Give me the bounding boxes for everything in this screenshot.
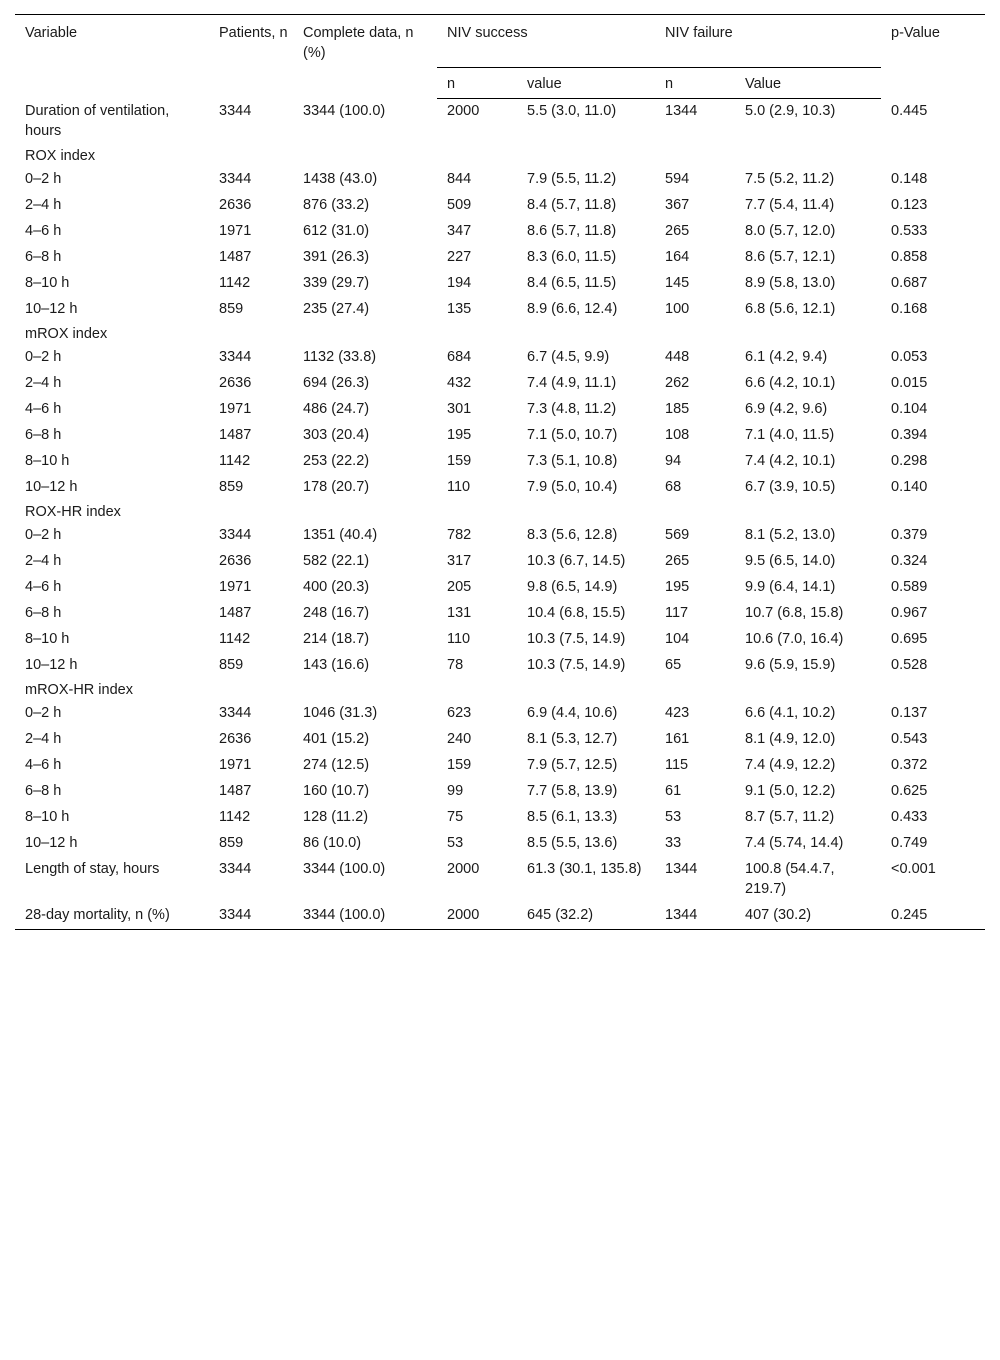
header-niv-failure: NIV failure (655, 15, 881, 68)
header-failure-n: n (655, 68, 735, 99)
cell-variable: 10–12 h (25, 656, 78, 673)
cell-complete-data: 214 (18.7) (303, 630, 370, 647)
cell-success-n: 99 (447, 782, 464, 799)
cell-failure-n: 117 (665, 604, 689, 621)
cell-patients: 1971 (219, 222, 252, 239)
cell-success-value: 61.3 (30.1, 135.8) (527, 860, 642, 877)
cell-success-value: 7.1 (5.0, 10.7) (527, 426, 618, 443)
cell-success-value: 8.4 (6.5, 11.5) (527, 274, 617, 291)
cell-variable: 10–12 h (25, 300, 78, 317)
cell-p-value: 0.298 (891, 452, 928, 469)
cell-success-n: 509 (447, 196, 472, 213)
cell-variable: 0–2 h (25, 526, 62, 543)
header-success-n: n (437, 68, 517, 99)
cell-failure-n: 1344 (655, 903, 735, 930)
cell-patients: 2636 (219, 552, 252, 569)
cell-patients: 2636 (219, 196, 252, 213)
cell-patients: 859 (219, 478, 244, 495)
cell-p-value: 0.625 (891, 782, 928, 799)
cell-success-value: 6.9 (4.4, 10.6) (527, 704, 618, 721)
cell-p-value: 0.123 (891, 196, 928, 213)
table-row (15, 297, 985, 323)
cell-success-n: 75 (447, 808, 464, 825)
cell-complete-data: 1351 (40.4) (303, 526, 378, 543)
cell-success-value: 8.9 (6.6, 12.4) (527, 300, 618, 317)
cell-p-value: 0.533 (891, 222, 928, 239)
cell-success-n: 2000 (447, 860, 480, 877)
cell-patients: 3344 (219, 860, 252, 877)
cell-complete-data: 303 (20.4) (303, 426, 370, 443)
cell-success-value: 7.3 (5.1, 10.8) (527, 452, 618, 469)
cell-failure-n: 115 (665, 756, 689, 773)
cell-success-n: 2000 (437, 903, 517, 930)
cell-p-value: 0.967 (891, 604, 928, 621)
cell-success-value: 7.9 (5.5, 11.2) (527, 170, 617, 187)
cell-variable: 4–6 h (25, 400, 62, 417)
cell-p-value: 0.858 (891, 248, 928, 265)
cell-failure-n: 265 (665, 222, 690, 239)
cell-p-value: 0.372 (891, 756, 928, 773)
cell-patients: 859 (219, 300, 244, 317)
cell-complete-data: 248 (16.7) (303, 604, 370, 621)
cell-p-value: 0.749 (891, 834, 928, 851)
cell-success-n: 317 (447, 552, 472, 569)
cell-failure-value: 6.7 (3.9, 10.5) (745, 478, 836, 495)
cell-variable: 8–10 h (25, 452, 70, 469)
table-row (15, 193, 985, 219)
table-row (15, 627, 985, 653)
cell-success-n: 2000 (447, 103, 480, 119)
cell-failure-n: 448 (665, 348, 690, 365)
cell-success-value: 7.4 (4.9, 11.1) (527, 374, 617, 391)
section-label: mROX index (25, 325, 108, 342)
cell-failure-value: 6.8 (5.6, 12.1) (745, 300, 836, 317)
cell-complete-data: 1438 (43.0) (303, 170, 378, 187)
cell-complete-data: 486 (24.7) (303, 400, 370, 417)
cell-failure-value: 6.9 (4.2, 9.6) (745, 400, 828, 417)
cell-complete-data: 1046 (31.3) (303, 704, 378, 721)
cell-failure-n: 108 (665, 426, 690, 443)
cell-complete-data: 694 (26.3) (303, 374, 370, 391)
cell-failure-value: 6.6 (4.1, 10.2) (745, 704, 836, 721)
cell-failure-value: 7.4 (5.74, 14.4) (745, 834, 844, 851)
table-header (15, 15, 985, 99)
cell-success-value: 645 (32.2) (517, 903, 655, 930)
cell-p-value: 0.695 (891, 630, 928, 647)
table-row (15, 805, 985, 831)
cell-patients: 1487 (219, 426, 252, 443)
table-row (15, 549, 985, 575)
table-row (15, 575, 985, 601)
cell-patients: 3344 (219, 704, 252, 721)
cell-complete-data: 612 (31.0) (303, 222, 370, 239)
table-row (15, 857, 985, 903)
cell-complete-data: 1132 (33.8) (303, 348, 377, 365)
cell-patients: 1142 (219, 452, 251, 469)
cell-failure-value: 10.6 (7.0, 16.4) (745, 630, 844, 647)
cell-variable: 8–10 h (25, 808, 70, 825)
cell-success-value: 7.7 (5.8, 13.9) (527, 782, 618, 799)
table-row (15, 245, 985, 271)
cell-failure-n: 100 (665, 300, 690, 317)
header-p-value: p-Value (881, 15, 985, 99)
cell-complete-data: 128 (11.2) (303, 808, 369, 825)
cell-success-n: 684 (447, 348, 472, 365)
cell-success-n: 53 (447, 834, 464, 851)
cell-patients: 1142 (219, 808, 251, 825)
cell-variable: 2–4 h (25, 552, 62, 569)
cell-variable: 10–12 h (25, 478, 78, 495)
section-row (15, 323, 985, 345)
section-row (15, 501, 985, 523)
cell-p-value: 0.379 (891, 526, 928, 543)
cell-p-value: 0.245 (881, 903, 985, 930)
table-row (15, 727, 985, 753)
header-row (15, 15, 985, 68)
cell-complete-data: 160 (10.7) (303, 782, 370, 799)
cell-success-value: 10.3 (6.7, 14.5) (527, 552, 626, 569)
table-row (15, 831, 985, 857)
table-row (15, 423, 985, 449)
table-row (15, 397, 985, 423)
cell-variable: 8–10 h (25, 630, 70, 647)
cell-complete-data: 178 (20.7) (303, 478, 370, 495)
cell-failure-value: 10.7 (6.8, 15.8) (745, 604, 844, 621)
cell-success-value: 8.4 (5.7, 11.8) (527, 196, 617, 213)
cell-variable: 2–4 h (25, 730, 62, 747)
cell-success-n: 110 (447, 478, 471, 495)
cell-p-value: 0.168 (891, 300, 928, 317)
cell-variable: 4–6 h (25, 578, 62, 595)
table-row (15, 371, 985, 397)
cell-variable: 4–6 h (25, 756, 62, 773)
cell-patients: 1487 (219, 604, 252, 621)
cell-complete-data: 391 (26.3) (303, 248, 370, 265)
cell-variable: 6–8 h (25, 604, 62, 621)
cell-failure-n: 164 (665, 248, 690, 265)
cell-failure-n: 594 (665, 170, 690, 187)
cell-success-value: 9.8 (6.5, 14.9) (527, 578, 618, 595)
table-row (15, 779, 985, 805)
table-row (15, 99, 985, 145)
cell-failure-n: 195 (665, 578, 690, 595)
cell-success-value: 6.7 (4.5, 9.9) (527, 348, 610, 365)
cell-complete-data: 3344 (100.0) (293, 903, 437, 930)
cell-success-n: 159 (447, 756, 472, 773)
cell-failure-n: 65 (665, 656, 682, 673)
cell-failure-value: 7.7 (5.4, 11.4) (745, 196, 835, 213)
cell-failure-value: 8.7 (5.7, 11.2) (745, 808, 835, 825)
cell-p-value: 0.528 (891, 656, 928, 673)
cell-variable: 10–12 h (25, 834, 78, 851)
cell-success-value: 10.3 (7.5, 14.9) (527, 630, 626, 647)
header-variable: Variable (15, 15, 209, 99)
cell-p-value: 0.137 (891, 704, 928, 721)
cell-failure-n: 145 (665, 274, 690, 291)
cell-patients: 3344 (219, 102, 252, 119)
cell-failure-value: 9.9 (6.4, 14.1) (745, 578, 836, 595)
cell-failure-n: 1344 (665, 860, 698, 877)
cell-failure-value: 8.1 (5.2, 13.0) (745, 526, 836, 543)
cell-failure-value: 8.0 (5.7, 12.0) (745, 222, 836, 239)
section-row (15, 145, 985, 167)
cell-failure-value: 8.1 (4.9, 12.0) (745, 730, 836, 747)
cell-failure-n: 265 (665, 552, 690, 569)
table-row (15, 345, 985, 371)
cell-failure-value: 8.6 (5.7, 12.1) (745, 248, 836, 265)
table-row (15, 449, 985, 475)
section-label: ROX index (25, 147, 96, 164)
table-row (15, 219, 985, 245)
header-niv-success: NIV success (437, 15, 655, 68)
cell-patients: 2636 (219, 730, 252, 747)
table-row (15, 167, 985, 193)
cell-failure-n: 1344 (665, 103, 698, 119)
cell-failure-value: 6.6 (4.2, 10.1) (745, 374, 836, 391)
header-failure-value: Value (735, 68, 881, 99)
cell-failure-value: 6.1 (4.2, 9.4) (745, 348, 828, 365)
cell-failure-value: 100.8 (54.4.7, 219.7) (745, 860, 835, 897)
cell-failure-value: 7.5 (5.2, 11.2) (745, 170, 835, 187)
cell-failure-value: 407 (30.2) (735, 903, 881, 930)
cell-success-n: 135 (447, 300, 472, 317)
table-row (15, 753, 985, 779)
cell-success-value: 8.3 (6.0, 11.5) (527, 248, 617, 265)
cell-patients: 1971 (219, 578, 252, 595)
cell-success-n: 159 (447, 452, 472, 469)
cell-success-value: 8.6 (5.7, 11.8) (527, 222, 617, 239)
section-label: ROX-HR index (25, 503, 121, 520)
cell-complete-data: 86 (10.0) (303, 834, 362, 851)
cell-complete-data: 401 (15.2) (303, 730, 370, 747)
cell-p-value: 0.589 (891, 578, 928, 595)
cell-patients: 3344 (209, 903, 293, 930)
cell-p-value: 0.445 (891, 102, 928, 119)
cell-failure-n: 367 (665, 196, 690, 213)
cell-success-value: 8.3 (5.6, 12.8) (527, 526, 618, 543)
cell-p-value: 0.433 (891, 808, 928, 825)
header-success-value: value (517, 68, 655, 99)
cell-success-value: 7.9 (5.0, 10.4) (527, 478, 618, 495)
cell-variable: 6–8 h (25, 426, 62, 443)
cell-success-value: 10.4 (6.8, 15.5) (527, 604, 626, 621)
cell-success-n: 301 (447, 400, 472, 417)
results-table (15, 14, 985, 930)
cell-success-n: 782 (447, 526, 472, 543)
cell-patients: 1142 (219, 630, 251, 647)
cell-failure-n: 161 (665, 730, 690, 747)
cell-failure-value: 7.4 (4.9, 12.2) (745, 756, 836, 773)
cell-p-value: 0.394 (891, 426, 928, 443)
cell-failure-value: 9.5 (6.5, 14.0) (745, 552, 836, 569)
cell-success-n: 205 (447, 578, 472, 595)
cell-failure-n: 94 (665, 452, 682, 469)
cell-failure-value: 9.6 (5.9, 15.9) (745, 656, 836, 673)
cell-success-value: 5.5 (3.0, 11.0) (527, 103, 617, 119)
cell-success-n: 227 (447, 248, 472, 265)
cell-failure-n: 68 (665, 478, 682, 495)
cell-failure-n: 262 (665, 374, 690, 391)
table-row (15, 653, 985, 679)
header-patients: Patients, n (209, 15, 293, 99)
cell-variable: 0–2 h (25, 348, 62, 365)
cell-failure-n: 185 (665, 400, 690, 417)
cell-complete-data: 143 (16.6) (303, 656, 370, 673)
cell-patients: 859 (219, 834, 244, 851)
cell-variable: 8–10 h (25, 274, 70, 291)
cell-variable: 2–4 h (25, 196, 62, 213)
cell-success-n: 347 (447, 222, 472, 239)
cell-success-value: 8.5 (5.5, 13.6) (527, 834, 618, 851)
cell-failure-n: 61 (665, 782, 682, 799)
cell-failure-value: 7.1 (4.0, 11.5) (745, 426, 835, 443)
cell-complete-data: 582 (22.1) (303, 552, 370, 569)
cell-success-n: 194 (447, 274, 472, 291)
table-row (15, 701, 985, 727)
cell-variable: 2–4 h (25, 374, 62, 391)
cell-success-n: 78 (447, 656, 464, 673)
cell-variable: 0–2 h (25, 704, 62, 721)
section-row (15, 679, 985, 701)
cell-patients: 1487 (219, 248, 252, 265)
cell-success-n: 131 (447, 604, 472, 621)
cell-success-value: 7.9 (5.7, 12.5) (527, 756, 618, 773)
cell-p-value: 0.543 (891, 730, 928, 747)
cell-success-value: 10.3 (7.5, 14.9) (527, 656, 626, 673)
table-row (15, 523, 985, 549)
cell-failure-value: 9.1 (5.0, 12.2) (745, 782, 836, 799)
cell-failure-n: 569 (665, 526, 690, 543)
cell-p-value: 0.148 (891, 170, 928, 187)
cell-patients: 859 (219, 656, 244, 673)
cell-failure-n: 53 (665, 808, 682, 825)
section-label: mROX-HR index (25, 681, 133, 698)
cell-patients: 3344 (219, 526, 252, 543)
cell-p-value: 0.140 (891, 478, 928, 495)
cell-variable: 6–8 h (25, 248, 62, 265)
cell-variable: 4–6 h (25, 222, 62, 239)
cell-patients: 1487 (219, 782, 252, 799)
cell-p-value: 0.053 (891, 348, 928, 365)
cell-variable: Duration of ventilation, hours (25, 102, 170, 139)
cell-patients: 1971 (219, 756, 252, 773)
cell-success-n: 110 (447, 630, 471, 647)
cell-complete-data: 3344 (100.0) (303, 102, 386, 119)
cell-complete-data: 400 (20.3) (303, 578, 370, 595)
table-row (15, 601, 985, 627)
cell-complete-data: 274 (12.5) (303, 756, 370, 773)
table-container (15, 14, 985, 930)
cell-failure-value: 8.9 (5.8, 13.0) (745, 274, 836, 291)
cell-variable: 28-day mortality, n (%) (15, 903, 209, 930)
cell-success-value: 8.1 (5.3, 12.7) (527, 730, 618, 747)
cell-patients: 2636 (219, 374, 252, 391)
cell-success-n: 623 (447, 704, 472, 721)
cell-p-value: 0.324 (891, 552, 928, 569)
table-row (15, 271, 985, 297)
cell-success-value: 8.5 (6.1, 13.3) (527, 808, 618, 825)
cell-complete-data: 253 (22.2) (303, 452, 370, 469)
cell-success-n: 240 (447, 730, 472, 747)
cell-success-n: 432 (447, 374, 472, 391)
cell-success-value: 7.3 (4.8, 11.2) (527, 400, 617, 417)
table-row (15, 903, 985, 930)
cell-variable: 6–8 h (25, 782, 62, 799)
header-complete-data: Complete data, n (%) (293, 15, 437, 99)
cell-failure-n: 104 (665, 630, 690, 647)
cell-success-n: 844 (447, 170, 472, 187)
cell-p-value: 0.104 (891, 400, 928, 417)
cell-p-value: 0.687 (891, 274, 928, 291)
cell-patients: 3344 (219, 348, 252, 365)
cell-failure-value: 7.4 (4.2, 10.1) (745, 452, 836, 469)
cell-complete-data: 3344 (100.0) (303, 860, 386, 877)
cell-failure-n: 33 (665, 834, 682, 851)
cell-failure-value: 5.0 (2.9, 10.3) (745, 103, 836, 119)
cell-success-n: 195 (447, 426, 472, 443)
table-body (15, 99, 985, 930)
cell-complete-data: 235 (27.4) (303, 300, 370, 317)
cell-failure-n: 423 (665, 704, 690, 721)
table-row (15, 475, 985, 501)
cell-complete-data: 339 (29.7) (303, 274, 370, 291)
cell-p-value: 0.015 (891, 374, 928, 391)
cell-patients: 1142 (219, 274, 251, 291)
cell-variable: 0–2 h (25, 170, 62, 187)
cell-patients: 3344 (219, 170, 252, 187)
cell-variable: Length of stay, hours (25, 860, 160, 877)
cell-complete-data: 876 (33.2) (303, 196, 370, 213)
cell-p-value: <0.001 (891, 860, 936, 877)
cell-patients: 1971 (219, 400, 252, 417)
